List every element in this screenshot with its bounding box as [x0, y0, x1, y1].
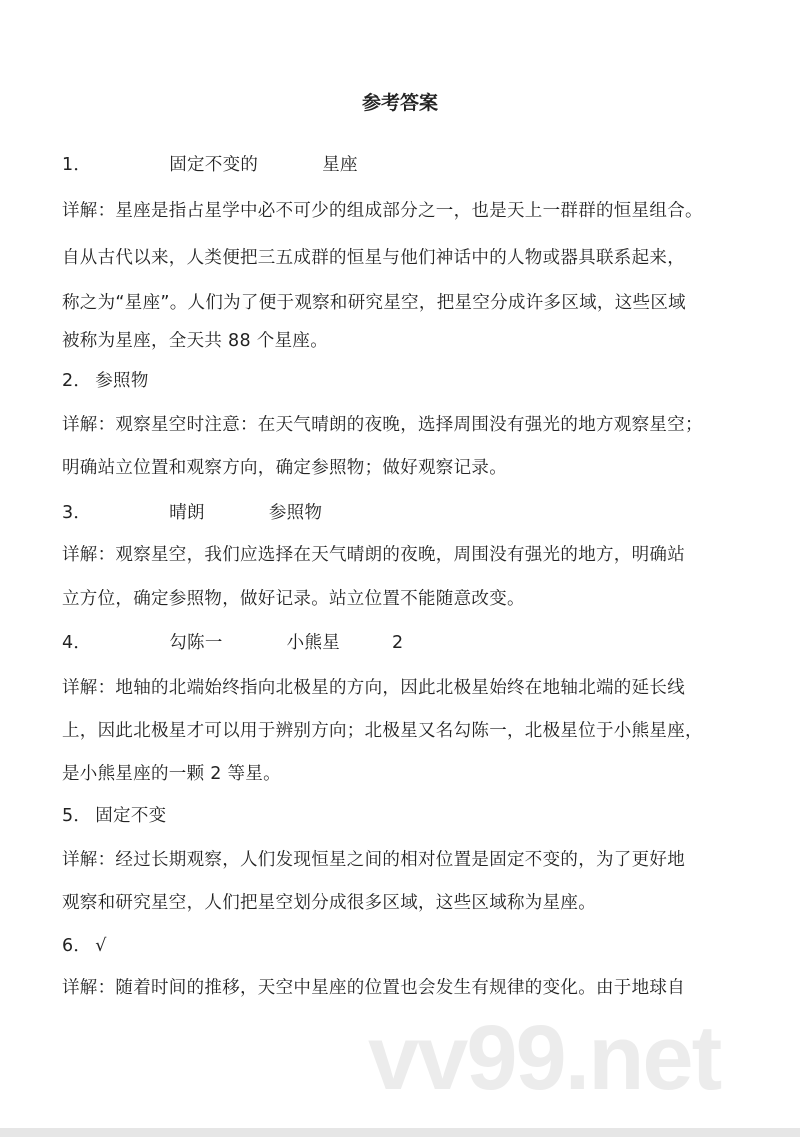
question-number: 4．	[62, 633, 92, 653]
answer-line	[62, 633, 403, 654]
explanation-line: 详解：星座是指占星学中必不可少的组成部分之一，也是天上一群群的恒星组合。	[62, 201, 703, 221]
answer-text: 2	[392, 633, 404, 653]
answer-text: 星座	[322, 155, 358, 175]
answer-text: √	[95, 936, 107, 956]
explanation-line: 详解：地轴的北端始终指向北极星的方向，因此北极星始终在地轴北端的延长线	[62, 678, 685, 698]
answer-text: 参照物	[95, 371, 149, 391]
explanation-line: 详解：经过长期观察，人们发现恒星之间的相对位置是固定不变的，为了更好地	[62, 850, 685, 870]
explanation-line: 观察和研究星空，人们把星空划分成很多区域，这些区域称为星座。	[62, 893, 596, 913]
answer-line	[62, 806, 166, 827]
explanation-line: 被称为星座，全天共 88 个星座。	[62, 331, 328, 351]
page-title: 参考答案	[361, 92, 438, 114]
explanation-line: 详解：观察星空，我们应选择在天气晴朗的夜晚，周围没有强光的地方，明确站	[62, 545, 685, 565]
explanation-line: 是小熊星座的一颗 2 等星。	[62, 764, 281, 784]
question-number: 5．	[62, 806, 92, 826]
answer-text: 固定不变	[95, 806, 167, 826]
explanation-line: 立方位，确定参照物，做好记录。站立位置不能随意改变。	[62, 589, 525, 609]
page-bottom-edge	[0, 1128, 800, 1137]
question-number: 1．	[62, 155, 92, 175]
answer-line	[62, 155, 358, 176]
answer-text: 勾陈一	[169, 633, 223, 653]
answer-line	[62, 503, 322, 524]
answer-text: 固定不变的	[169, 155, 259, 175]
answer-text: 参照物	[268, 503, 323, 523]
answer-text: 晴朗	[169, 503, 205, 523]
explanation-line: 上，因此北极星才可以用于辨别方向；北极星又名勾陈一，北极星位于小熊星座，	[62, 721, 703, 741]
question-number: 6．	[62, 936, 92, 956]
answer-text: 小熊星	[286, 633, 341, 653]
question-number: 2．	[62, 371, 92, 391]
question-number: 3．	[62, 503, 92, 523]
explanation-line: 详解：观察星空时注意：在天气晴朗的夜晚，选择周围没有强光的地方观察星空；	[62, 415, 703, 435]
explanation-line: 详解：随着时间的推移，天空中星座的位置也会发生有规律的变化。由于地球自	[62, 978, 685, 998]
explanation-line: 称之为“星座”。人们为了便于观察和研究星空，把星空分成许多区域，这些区域	[62, 293, 686, 313]
explanation-line: 自从古代以来，人类便把三五成群的恒星与他们神话中的人物或器具联系起来，	[62, 248, 685, 268]
answer-line	[62, 936, 107, 957]
explanation-line: 明确站立位置和观察方向，确定参照物；做好观察记录。	[62, 458, 507, 478]
watermark: vv99.net	[368, 1007, 721, 1109]
answer-line	[62, 371, 149, 392]
